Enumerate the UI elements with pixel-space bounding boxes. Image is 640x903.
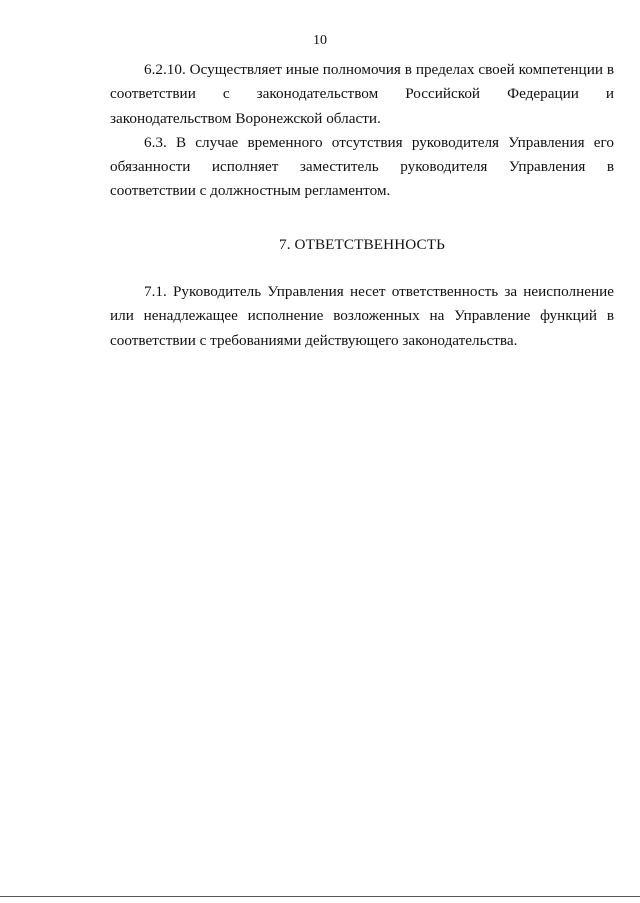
section-heading-7: 7. ОТВЕТСТВЕННОСТЬ bbox=[279, 235, 445, 253]
page-number: 10 bbox=[313, 33, 327, 48]
paragraph-6-3: 6.3. В случае временного отсутствия руководителя Управления его обязанности исполняет заместитель руководителя Управления в соответствии с должностным регламентом. bbox=[110, 133, 614, 200]
paragraph-7-1: 7.1. Руководитель Управления несет ответственность за неисполнение или ненадлежащее исполнение возложенных на Управление функций в соответствии с требованиями действующего законодательства. bbox=[110, 283, 614, 349]
paragraph-6-2-10: 6.2.10. Осуществляет иные полномочия в пределах своей компетенции в соответствии с законодательством Российской Федерации и законодательством Воронежской области. bbox=[110, 61, 614, 127]
bottom-edge-line bbox=[0, 896, 640, 897]
document-body bbox=[110, 58, 614, 353]
